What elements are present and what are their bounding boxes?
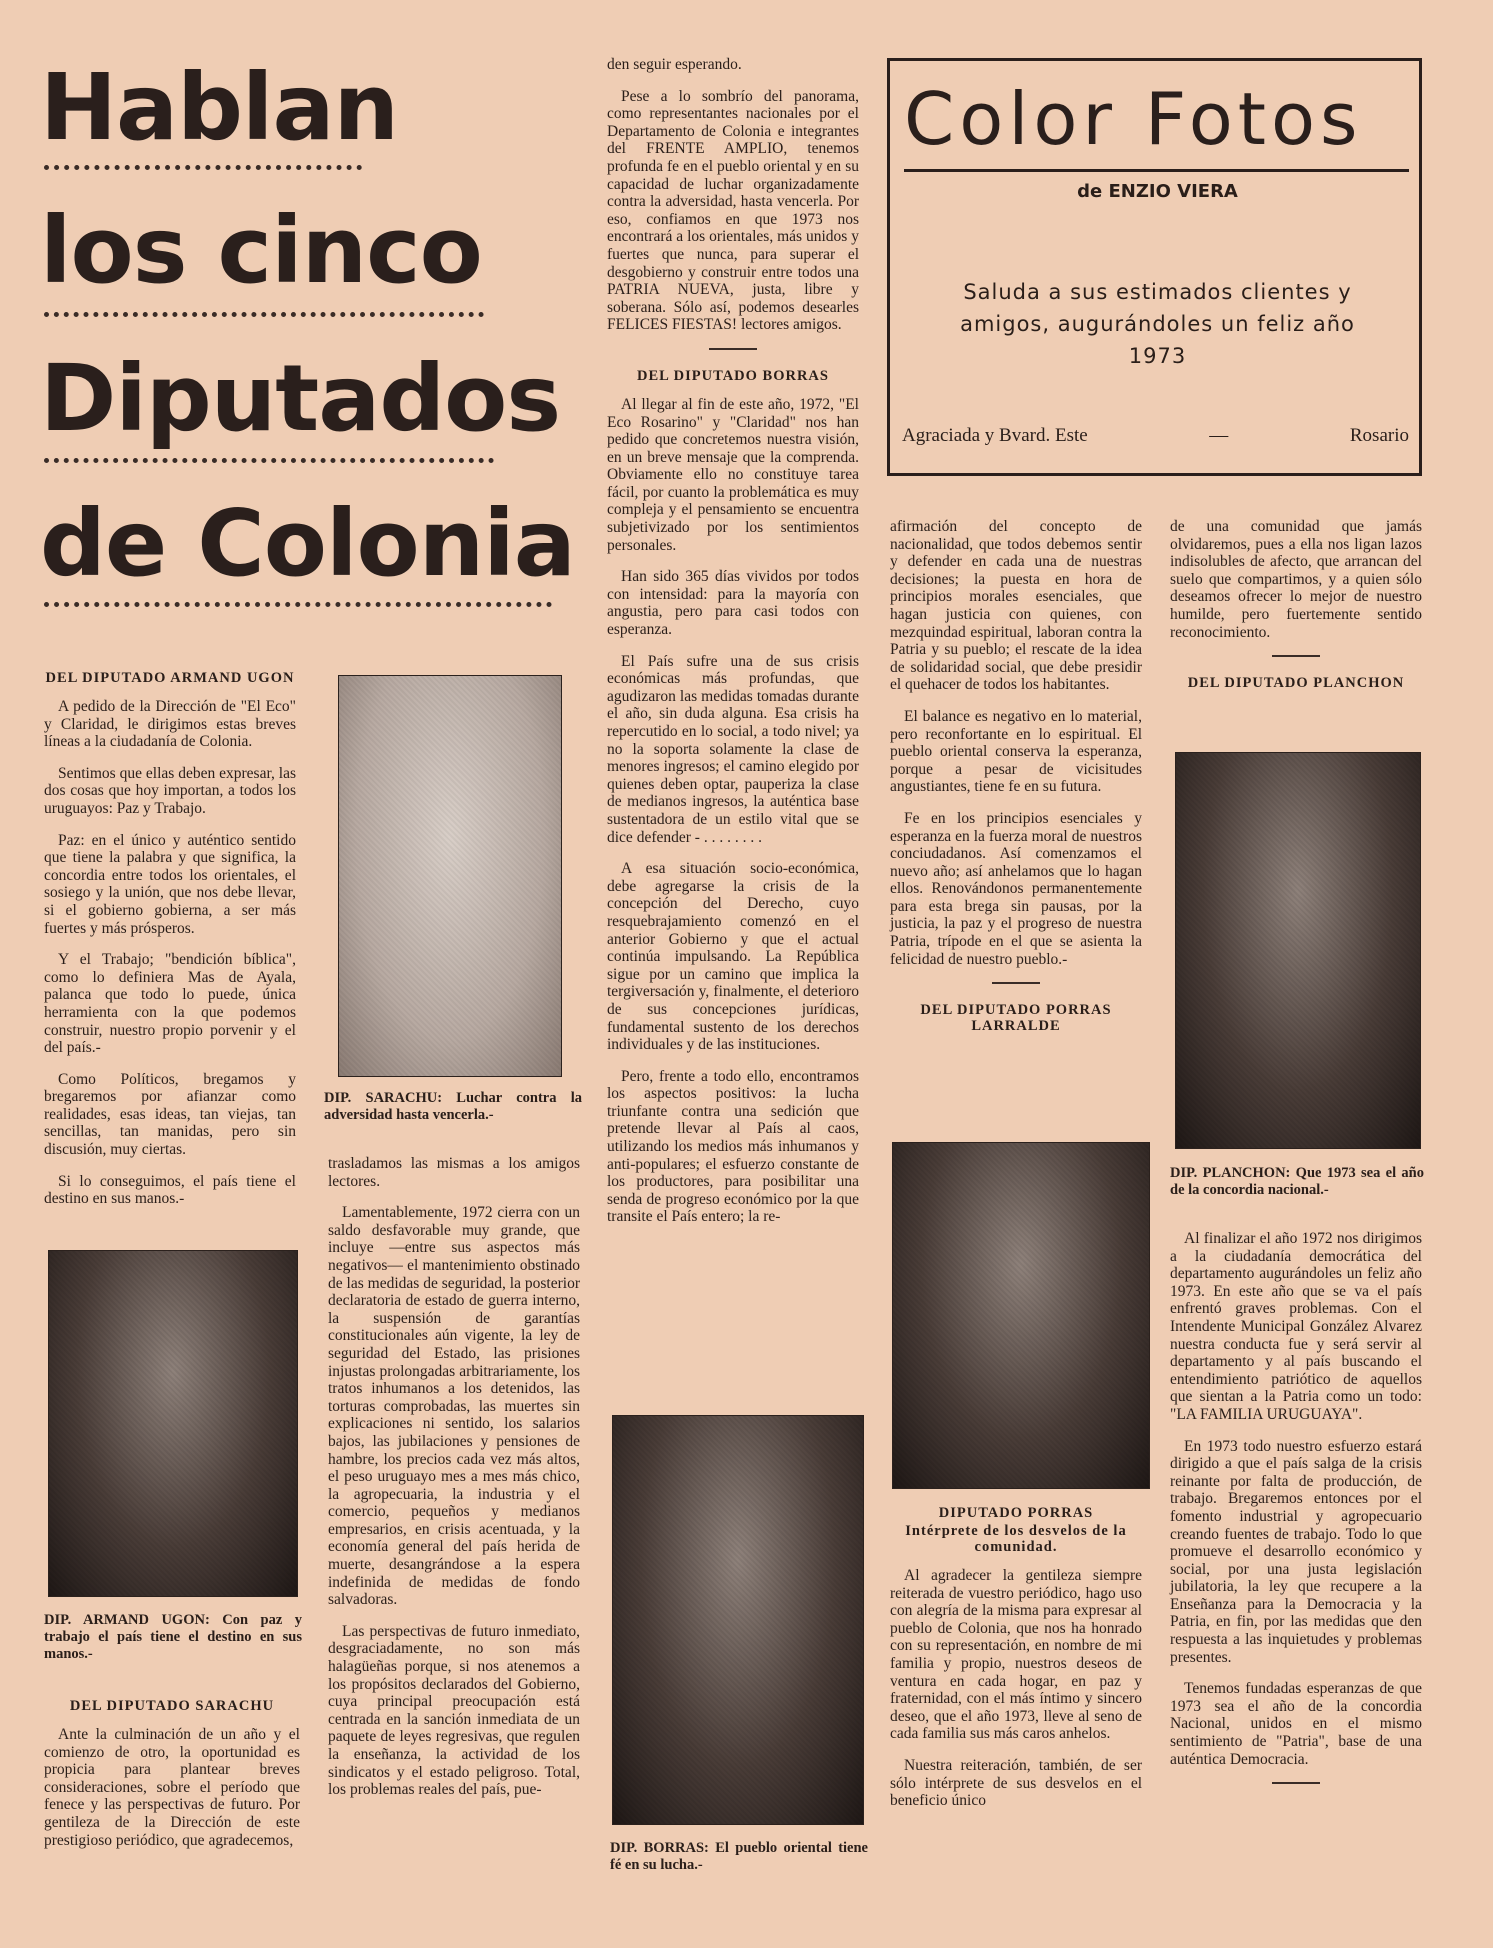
section-heading-armand-ugon: DEL DIPUTADO ARMAND UGON [45,670,295,686]
paragraph: Si lo conseguimos, el país tiene el destino en sus manos.- [44,1172,296,1208]
paragraph: Paz: en el único y auténtico sentido que tiene la palabra y que significa, la concordia entre todos los orientales, el sosiego y la unión, que nos debe llevar, si el gobierno gobierna, a ser más fuertes y más prósperos. [44,831,296,937]
section-rule [992,982,1040,984]
photo-planchon [1175,752,1421,1149]
paragraph: Sentimos que ellas deben expresar, las dos cosas que hoy importan, a todos los uruguayos: Paz y Trabajo. [44,764,296,817]
paragraph: A pedido de la Dirección de "El Eco" y Claridad, le dirigimos estas breves líneas a la ciudadanía de Colonia. [44,698,296,751]
column-borras [607,56,859,1240]
photo-armand-ugon [48,1250,298,1597]
section-rule [1272,1782,1320,1784]
ad-dash: — [1209,425,1229,446]
caption-planchon: DIP. PLANCHON: Que 1973 sea el año de la concordia nacional.- [1170,1165,1424,1198]
headline-divider-4 [44,602,552,607]
column-sarachu-continued [328,1155,580,1813]
section-heading-planchon: DEL DIPUTADO PLANCHON [1187,675,1405,692]
paragraph: Pese a lo sombrío del panorama, como representantes nacionales por el Departamento de Colonia e integrantes del FRENTE AMPLIO, tenemos profunda fe en el pueblo oriental y en su capacidad de luchar organizadamente contra la adversidad, hasta vencerla. Por eso, confiamos en que 1973 nos encontrará a los orientales, más unidos y fuertes que nunca, para superar el desgobierno y construir entre todos una PATRIA NUEVA, justa, libre y soberana. Sólo así, podemos desearles FELICES FIESTAS! lectores amigos. [607,87,859,334]
paragraph: Al finalizar el año 1972 nos dirigimos a la ciudadanía democrática del departamento augurándoles un feliz año 1973. En este año que se va el país enfrentó graves problemas. Con el Intendente Municipal González Alvarez nuestra conducta fue y será servir al departamento y al país buscando el entendimiento patriótico de aquellos que sientan a la Patria como un todo: "LA FAMILIA URUGUAYA". [1170,1230,1422,1423]
section-heading-borras: DEL DIPUTADO BORRAS [637,367,829,384]
column-porras [890,518,1142,1046]
paragraph: de una comunidad que jamás olvidaremos, pues a ella nos ligan lazos indisolubles de afecto, que arrancan del suelo que compartimos, y a quien sólo deseamos ofrecer lo mejor de nuestro humilde, pero fuertemente sentido reconocimiento. [1170,518,1422,641]
section-heading-sarachu: DEL DIPUTADO SARACHU [69,1698,275,1714]
column-armand-ugon [44,670,296,1222]
paragraph: Como Políticos, bregamos y bregaremos por afianzar como realidades, esas ideas, tan viejas, tan sencillas, tan manidas, pero sin discusión, muy ciertas. [44,1070,296,1159]
paragraph: den seguir esperando. [607,56,742,73]
caption-porras-text: Intérprete de los desvelos de la comunidad. [905,1523,1127,1555]
paragraph: Al llegar al fin de este año, 1972, "El Eco Rosarino" y "Claridad" nos han pedido que concretemos nuestra visión, en un breve mensaje que la comprenda. Obviamente ello no constituye tarea fácil, por cuanto la problemática es muy compleja y el pensamiento se encuentra subjetivizado por los sentimientos personales. [607,395,859,554]
section-rule [709,348,757,350]
section-rule [1272,655,1320,657]
paragraph: A esa situación socio-económica, debe agregarse la crisis de la concepción del Derecho, cuyo resquebrajamiento comenzó en el anterior Gobierno y que el actual continúa impulsando. La República sigue por un camino que implica la tergiversación y, finalmente, el deterioro de sus concepciones jurídicas, fundamental sustento de los derechos individuales y de las instituciones. [607,860,859,1054]
caption-sarachu: DIP. SARACHU: Luchar contra la adversidad hasta vencerla.- [324,1090,582,1123]
headline-line-2: los cinco [40,197,482,304]
photo-borras [612,1415,864,1825]
column-sarachu-start [44,1698,300,1863]
paragraph: Fe en los principios esenciales y esperanza en la fuerza moral de nuestros conciudadanos. Así comenzamos el nuevo año; así anhelamos que lo hagan ellos. Renovándonos permanentemente para esta brega sin pausas, por la justicia, la paz y el progreso de nuestra Patria, trípode en el que se asienta la felicidad de nuestro pueblo.- [890,809,1142,968]
paragraph: trasladamos las mismas a los amigos lectores. [328,1155,580,1190]
ad-city: Rosario [1349,425,1409,446]
ad-footer [902,425,1409,447]
paragraph: En 1973 todo nuestro esfuerzo estará dirigido a que el país salga de la crisis reinante por falta de producción, de trabajo. Bregaremos entonces por el fomento industrial y agropecuario creando fuentes de trabajo. Todo lo que promueve el desarrollo económico y social, por una justa legislación jubilatoria, la ley que recupere a la Enseñanza para la Democracia y la Patria, en fin, por las medidas que den respuesta a las inquietudes y problemas presentes. [1170,1437,1422,1666]
headline-divider-1 [44,165,362,170]
caption-armand-ugon: DIP. ARMAND UGON: Con paz y trabajo el país tiene el destino en sus manos.- [44,1612,302,1662]
headline-line-3: Diputados [40,345,561,452]
headline-divider-3 [44,458,494,463]
caption-borras: DIP. BORRAS: El pueblo oriental tiene fé en su lucha.- [610,1840,868,1873]
section-heading-porras: DEL DIPUTADO PORRAS LARRALDE [920,1002,1112,1035]
ad-address: Agraciada y Bvard. Este [902,425,1088,446]
headline-line-1: Hablan [40,54,399,161]
ad-title: Color Fotos [904,77,1363,161]
ad-rule [904,169,1409,172]
paragraph: Pero, frente a todo ello, encontramos los aspectos positivos: la lucha triunfante contra una sedición que pretende llevar al País al caos, utilizando los medios más inhumanos y anti-populares; el esfuerzo constante de los productores, para posibilitar una senda de progreso económico por la que transite el País entero; la re- [607,1067,859,1226]
caption-porras-name: DIPUTADO PORRAS [938,1505,1094,1521]
paragraph: afirmación del concepto de nacionalidad, que todos debemos sentir y defender en cada una de nuestras decisiones; la puesta en hora de principios morales esenciales, que hagan justicia con quienes, con mezquindad espiritual, laboran contra la Patria y su pueblo; el rescate de la idea de solidaridad social, que debe presidir el quehacer de todos los habitantes. [890,518,1142,694]
paragraph: Y el Trabajo; "bendición bíblica", como lo definiera Mas de Ayala, palanca que todo lo puede, única herramienta con la que podemos construir, nuestro propio porvenir y el del país.- [44,951,296,1057]
headline-line-4: de Colonia [40,490,575,597]
paragraph: Al agradecer la gentileza siempre reiterada de vuestro periódico, hago uso con alegría de la misma para expresar al pueblo de Colonia, que nos ha honrado con su representación, en nombre de mi familia y propio, nuestros deseos de ventura en cada hogar, en paz y fraternidad, con el más íntimo y sincero deseo, que el año 1973, lleve al seno de cada familia sus más caros anhelos. [890,1567,1142,1743]
paragraph: Lamentablemente, 1972 cierra con un saldo desfavorable muy grande, que incluye —entre sus aspectos más negativos— el mantenimiento obstinado de las medidas de seguridad, la posterior declaratoria de estado de guerra interno, la suspensión de garantías constitucionales aún vigente, la ley de seguridad del Estado, las prisiones injustas prolongadas arbitrariamente, los tratos inhumanos a los detenidos, las torturas comprobadas, las muertes sin explicaciones ni sentido, los salarios bajos, las jubilaciones y pensiones de hambre, los precios cada vez más altos, el peso uruguayo mes a mes más chico, la agropecuaria, la industria y el comercio, pequeños y medianos empresarios, en crisis acentuada, y la economía general del país herida de muerte, desangrándose a la espera indefinida de medidas de fondo salvadoras. [328,1204,580,1609]
column-planchon-continued [1170,1230,1422,1802]
paragraph: Las perspectivas de futuro inmediato, desgraciadamente, no son más halagüeñas porque, si nos atenemos a los propósitos declarados del Gobierno, cuya principal preocupación está centrada en la sanción inmediata de un paquete de leyes regresivas, que regulen la enseñanza, la actividad de los sindicatos y el estado peligroso. Total, los problemas reales del país, pue- [328,1622,580,1799]
ad-subtitle: de ENZIO VIERA [1077,181,1238,202]
column-planchon [1170,518,1422,703]
column-porras-continued [890,1505,1142,1824]
photo-porras [892,1142,1150,1489]
paragraph: Tenemos fundadas esperanzas de que 1973 sea el año de la concordia Nacional, unidos en el mismo sentimiento de "Patria", base de una auténtica Democracia. [1170,1680,1422,1768]
paragraph: El balance es negativo en lo material, pero reconfortante en lo espiritual. El pueblo oriental conserva la esperanza, porque a pesar de vicisitudes angustiantes, tiene fe en su futura. [890,707,1142,796]
paragraph: El País sufre una de sus crisis económicas más profundas, que agudizaron las medidas tomadas durante el año, sin duda alguna. Esa crisis ha repercutido en lo social, a todo nivel; ya no la soporta solamente la clase de menores ingresos; el camino elegido por quienes deben optar, pauperiza la clase de medianos ingresos, la auténtica base sustentadora de un estilo vital que se dice defender - . . . . . . . . [607,652,859,846]
paragraph: Han sido 365 días vividos por todos con intensidad: para la mayoría con angustia, pero para casi todos con esperanza. [607,568,859,639]
photo-sarachu [338,675,562,1077]
color-fotos-ad [887,58,1422,476]
headline-divider-2 [44,312,484,317]
ad-message: Saluda a sus estimados clientes y amigos, augurándoles un feliz año 1973 [960,280,1355,368]
paragraph: Ante la culminación de un año y el comienzo de otro, la oportunidad es propicia para plantear breves consideraciones, sobre el período que fenece y las perspectivas de futuro. Por gentileza de la Dirección de este prestigioso periódico, que agradecemos, [44,1726,300,1849]
paragraph: Nuestra reiteración, también, de ser sólo intérprete de sus desvelos en el beneficio único [890,1756,1142,1810]
